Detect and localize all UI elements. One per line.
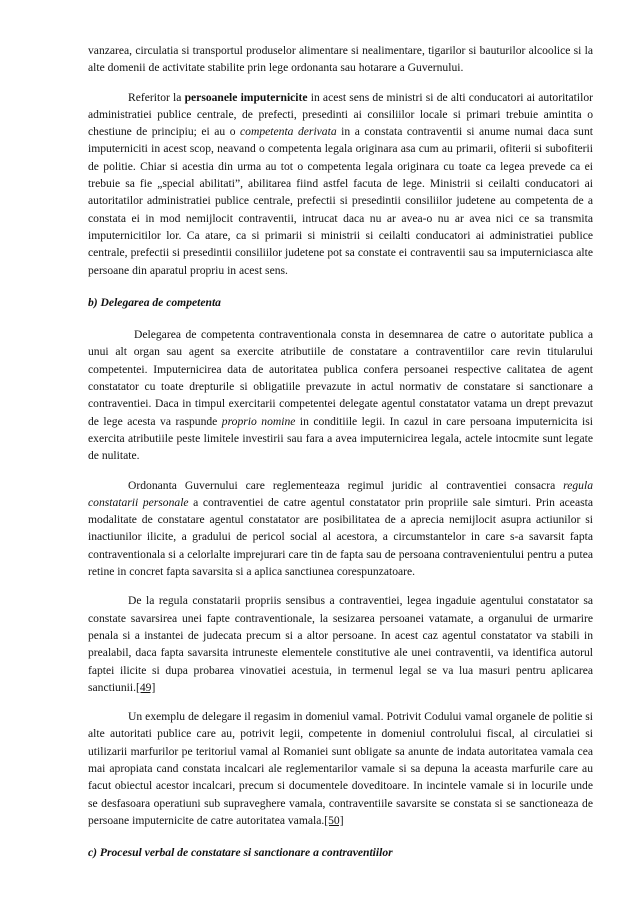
italic-term: competenta derivata — [240, 125, 337, 139]
document-page — [88, 42, 593, 861]
section-heading-c: c) Procesul verbal de constatare si sanctionare a contraventiilor — [88, 846, 393, 860]
bold-term: persoanele imputernicite — [184, 90, 308, 104]
paragraph-ordonanta: Ordonanta Guvernului care reglementeaza regimul juridic al contraventiei consacra regula constatarii personale a contraventiei de catre agentul constatator prin propriile sale simturi. Prin aceasta modalitate de constatare agentul constatator are posibilitatea de a aprecia nemijlocit asupra actiunilor si inactiunilor ilicite, a gradului de pericol social al acestora, a circumstantelor in care s-a savarsit fapta contraventionala si a celorlalte imprejurari care tin de fapta sau de persoana contravenientului pentru a putea retine in concret fapta savarsita si a aplica sanctiunea corespunzatoare. — [88, 478, 593, 579]
footnote-link-49[interactable]: [49] — [135, 680, 156, 694]
italic-term: proprio nomine — [221, 414, 296, 428]
paragraph-persoane-imputernicite: Referitor la persoanele imputernicite in acest sens de ministri si de alti conducatori ai autoritatilor administratiei publice centrale, de prefecti, presedinti ai consiliilor locale si primari trebuie amintita o chestiune de principiu; ei au o competenta derivata in a constata contraventii si anume numai daca sunt imputerniciti in acest scop, neavand o competenta legala originara asa cum au primarii, ofiterii si subofiterii de politie. Chiar si acestia din urma au tot o competenta legala originara cu toate ca legea prevede ca ei trebuie sa fie „special abilitati”, abilitarea fiind astfel facuta de lege. Ministrii si ceilalti conducatori ai autoritatilor administratiei publice centrale, prefectii si presedintii consiliilor judetene au competenta de a constata ei in mod nemijlocit contraventii, intrucat daca nu ar avea-o nu ar avea nici ce sa transmita imputernicitilor lor. Ca atare, ca si primarii si ministrii si ceilalti conducatori ai administratiei publice centrale, prefectii si presedintii consiliilor judetene pot sa constate ei contraventii sau sa imputerniciasca alte persoane din aparatul propriu in acest sens. — [88, 90, 593, 277]
section-heading-b: b) Delegarea de competenta — [88, 295, 221, 309]
paragraph-delegarea: Delegarea de competenta contraventionala consta in desemnarea de catre o autoritate publica a unui alt organ sau agent sa exercite atributiile de constatare a contraventiilor care revin titularului competentei. Imputernicirea data de autoritatea publica confera persoanei respective calitatea de agent constatator cu toate drepturile si obligatiile prevazute in actul normativ de constatare si sanctionare a contraventiei. Daca in timpul exercitarii competentei delegate agentul constatator vatama un drept prevazut de lege acesta va raspunde proprio nomine in conditiile legii. In cazul in care persoana imputernicita isi exercita atributiile peste limitele investirii sau fara a avea imputernicirea legala, actele intocmite sunt legate de nulitate. — [88, 328, 593, 463]
italic-term: regula constatarii personale — [88, 478, 593, 509]
paragraph-continuation: vanzarea, circulatia si transportul produselor alimentare si nealimentare, tigarilor si bauturilor alcoolice si la alte domenii de activitate stabilite prin lege ordonanta sau hotarare a Guvernului. — [88, 44, 593, 75]
paragraph-domeniul-vamal: Un exemplu de delegare il regasim in domeniul vamal. Potrivit Codului vamal organele de politie si alte autoritati publice care au, potrivit legii, competente in domeniul controlului fiscal, al circulatiei si utilizarii marfurilor pe teritoriul vamal al Romaniei sunt obligate sa anunte de indata autoritatea vamala cea mai apropiata cand constata incalcari ale reglementarilor vamale si sa depuna la aceasta marfurile care au facut obiectul acestor incalcari, precum si documentele doveditoare. In incintele vamale si in locurile unde se desfasoara operatiuni sub supraveghere vamala, contraventiile savarsite se constata si se sanctioneaza de persoane imputernicite de catre autoritatea vamala.[50] — [88, 710, 593, 827]
paragraph-propriis-sensibus: De la regula constatarii propriis sensibus a contraventiei, legea ingaduie agentului constatator sa constate savarsirea unei fapte contraventionale, la sesizarea persoanei vatamate, a organului de urmarire penala si a instantei de judecata precum si a altor persoane. In acest caz agentul constatator va stabili in prealabil, daca fapta savarsita intruneste elementele constitutive ale unei contraventii, va identifica autorul faptei ilicite si dupa probarea vinovatiei acestuia, in termenul legal se va lua masuri pentru aplicarea sanctiunii.[49] — [88, 594, 593, 694]
footnote-link-50[interactable]: [50] — [324, 813, 344, 827]
